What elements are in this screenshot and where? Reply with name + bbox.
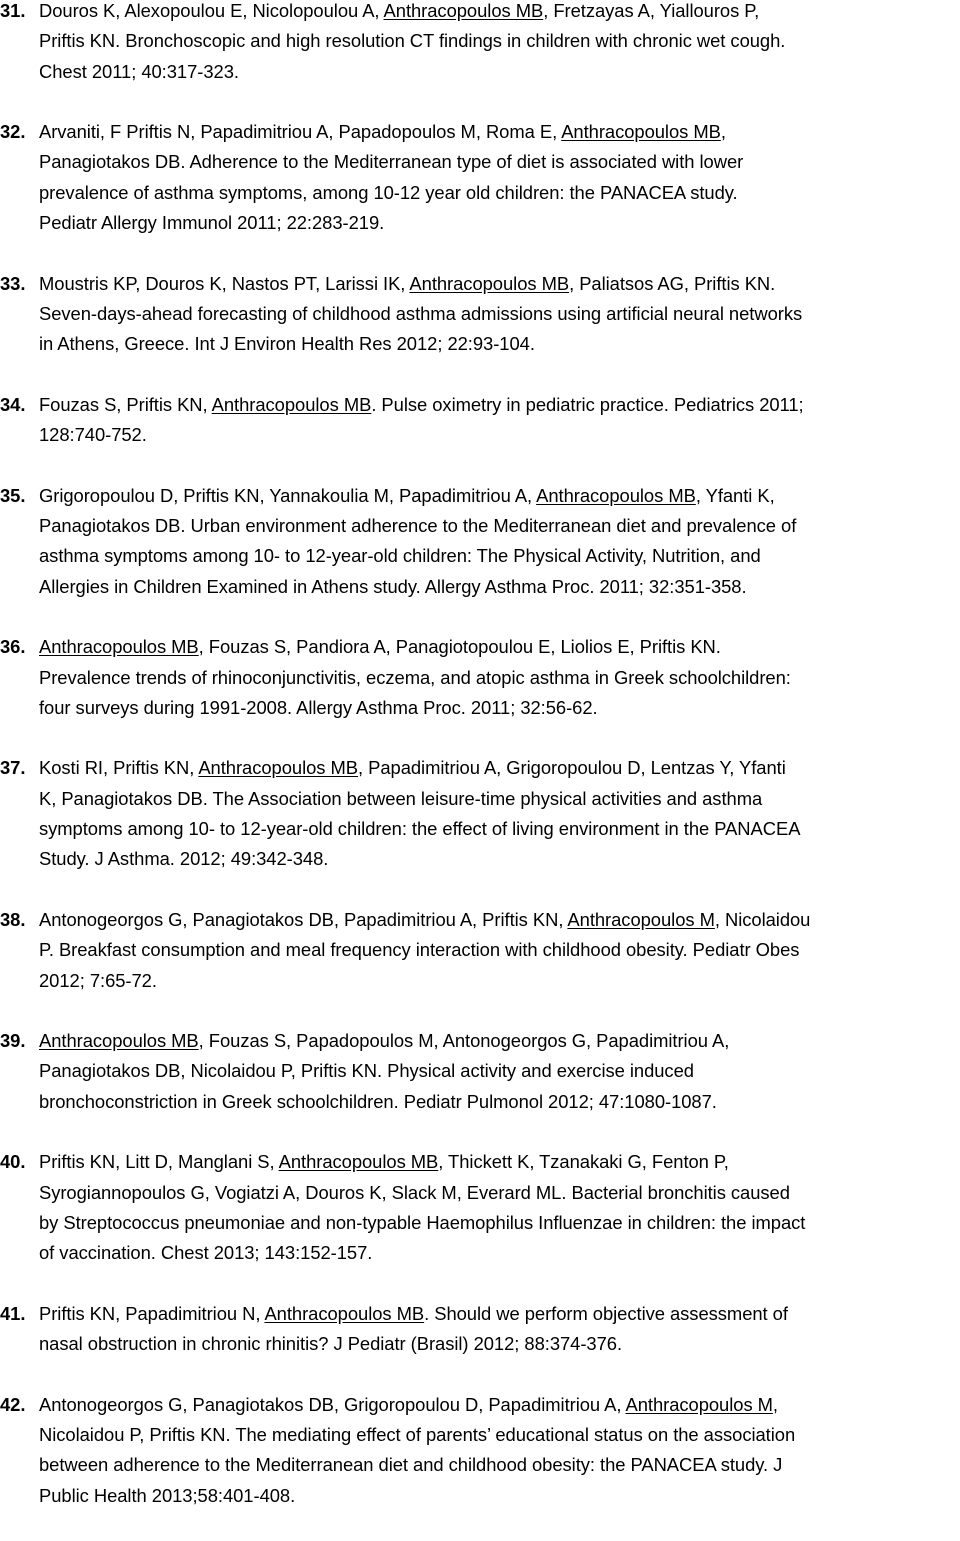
reference-text: Priftis KN. Bronchoscopic and high resolution CT findings in children with chronic wet cough. bbox=[39, 30, 786, 52]
reference-line bbox=[39, 1056, 960, 1086]
reference-number: 37. bbox=[0, 757, 26, 779]
reference-text: Panagiotakos DB. Adherence to the Mediterranean type of diet is associated with lower bbox=[39, 151, 744, 173]
reference-line bbox=[39, 693, 960, 723]
reference-text: Nicolaidou P, Priftis KN. The mediating effect of parents’ educational status on the association bbox=[39, 1423, 796, 1445]
underlined-author-name: Anthracopoulos MB bbox=[383, 0, 544, 21]
reference-line bbox=[39, 1420, 960, 1450]
reference-line bbox=[39, 57, 960, 87]
reference-text: of vaccination. Chest 2013; 143:152-157. bbox=[39, 1242, 373, 1264]
reference-text: prevalence of asthma symptoms, among 10-12 year old children: the PANACEA study. bbox=[39, 181, 738, 203]
reference-text: P. Breakfast consumption and meal frequency interaction with childhood obesity. Pediatr Obes bbox=[39, 939, 800, 961]
reference-item bbox=[0, 905, 960, 996]
reference-item bbox=[0, 753, 960, 874]
underlined-author-name: Anthracopoulos MB bbox=[211, 393, 372, 415]
reference-number: 40. bbox=[0, 1151, 26, 1173]
reference-text: , Fouzas S, Pandiora A, Panagiotopoulou E, Liolios E, Priftis KN. bbox=[198, 636, 721, 658]
reference-number: 38. bbox=[0, 908, 26, 930]
reference-text: asthma symptoms among 10- to 12-year-old children: The Physical Activity, Nutrition, and bbox=[39, 545, 761, 567]
reference-line bbox=[39, 1450, 960, 1480]
reference-number: 35. bbox=[0, 484, 26, 506]
reference-text: . Pulse oximetry in pediatric practice. Pediatrics 2011; bbox=[371, 393, 804, 415]
reference-item bbox=[0, 1299, 960, 1360]
reference-line bbox=[39, 753, 960, 783]
reference-line bbox=[39, 935, 960, 965]
reference-line bbox=[39, 1178, 960, 1208]
reference-text: Allergies in Children Examined in Athens study. Allergy Asthma Proc. 2011; 32:351-358. bbox=[39, 575, 747, 597]
reference-line bbox=[39, 178, 960, 208]
reference-item bbox=[0, 632, 960, 723]
reference-text: Seven-days-ahead forecasting of childhood asthma admissions using artificial neural networks bbox=[39, 302, 803, 324]
reference-text: Priftis KN, Litt D, Manglani S, bbox=[39, 1151, 279, 1173]
reference-line bbox=[39, 784, 960, 814]
reference-number: 31. bbox=[0, 0, 26, 21]
underlined-author-name: Anthracopoulos MB bbox=[264, 1302, 425, 1324]
underlined-author-name: Anthracopoulos MB bbox=[409, 272, 570, 294]
reference-text: nasal obstruction in chronic rhinitis? J Pediatr (Brasil) 2012; 88:374-376. bbox=[39, 1333, 623, 1355]
reference-line bbox=[39, 511, 960, 541]
reference-item bbox=[0, 1026, 960, 1117]
reference-line bbox=[39, 390, 960, 420]
reference-text: , Fretzayas A, Yiallouros P, bbox=[543, 0, 760, 21]
reference-line bbox=[39, 814, 960, 844]
reference-line bbox=[39, 1329, 960, 1359]
reference-text: Moustris KP, Douros K, Nastos PT, Larissi IK, bbox=[39, 272, 410, 294]
reference-line bbox=[39, 1299, 960, 1329]
reference-item bbox=[0, 390, 960, 451]
reference-text: , Thickett K, Tzanakaki G, Fenton P, bbox=[438, 1151, 729, 1173]
reference-text: Prevalence trends of rhinoconjunctivitis, eczema, and atopic asthma in Greek schoolchildren: bbox=[39, 666, 791, 688]
reference-text: Panagiotakos DB. Urban environment adherence to the Mediterranean diet and prevalence of bbox=[39, 515, 797, 537]
reference-text: bronchoconstriction in Greek schoolchildren. Pediatr Pulmonol 2012; 47:1080-1087. bbox=[39, 1090, 717, 1112]
underlined-author-name: Anthracopoulos MB bbox=[536, 484, 696, 506]
reference-text: by Streptococcus pneumoniae and non-typable Haemophilus Influenzae in children: the impact bbox=[39, 1211, 806, 1233]
reference-line bbox=[39, 541, 960, 571]
reference-text: , Nicolaidou bbox=[714, 908, 811, 930]
reference-text: Chest 2011; 40:317-323. bbox=[39, 60, 239, 82]
reference-line bbox=[39, 147, 960, 177]
reference-text: Antonogeorgos G, Panagiotakos DB, Papadimitriou A, Priftis KN, bbox=[39, 908, 568, 930]
reference-text: between adherence to the Mediterranean diet and childhood obesity: the PANACEA study. J bbox=[39, 1454, 783, 1476]
underlined-author-name: Anthracopoulos MB bbox=[561, 121, 721, 143]
reference-text: , Paliatsos AG, Priftis KN. bbox=[569, 272, 776, 294]
reference-item bbox=[0, 1147, 960, 1268]
reference-number: 39. bbox=[0, 1030, 26, 1052]
reference-text: K, Panagiotakos DB. The Association between leisure-time physical activities and asthma bbox=[39, 787, 763, 809]
reference-text: , Papadimitriou A, Grigoropoulou D, Lentzas Y, Yfanti bbox=[358, 757, 786, 779]
reference-text: Antonogeorgos G, Panagiotakos DB, Grigoropoulou D, Papadimitriou A, bbox=[39, 1393, 626, 1415]
underlined-author-name: Anthracopoulos MB bbox=[278, 1151, 439, 1173]
reference-text: , Fouzas S, Papadopoulos M, Antonogeorgos G, Papadimitriou A, bbox=[198, 1030, 730, 1052]
reference-line bbox=[39, 844, 960, 874]
reference-text: Syrogiannopoulos G, Vogiatzi A, Douros K, Slack M, Everard ML. Bacterial bronchitis caused bbox=[39, 1181, 790, 1203]
underlined-author-name: Anthracopoulos M bbox=[567, 908, 715, 930]
reference-number: 34. bbox=[0, 393, 26, 415]
reference-line bbox=[39, 299, 960, 329]
reference-line bbox=[39, 632, 960, 662]
reference-text: Grigoropoulou D, Priftis KN, Yannakoulia M, Papadimitriou A, bbox=[39, 484, 537, 506]
reference-text: Fouzas S, Priftis KN, bbox=[39, 393, 212, 415]
reference-item bbox=[0, 269, 960, 360]
reference-item bbox=[0, 1390, 960, 1511]
reference-line bbox=[39, 1481, 960, 1511]
reference-number: 42. bbox=[0, 1393, 26, 1415]
reference-item bbox=[0, 0, 960, 87]
reference-line bbox=[39, 1390, 960, 1420]
underlined-author-name: Anthracopoulos MB bbox=[39, 1030, 199, 1052]
reference-text: symptoms among 10- to 12-year-old children: the effect of living environment in the PANACEA bbox=[39, 818, 801, 840]
reference-line bbox=[39, 1208, 960, 1238]
underlined-author-name: Anthracopoulos MB bbox=[39, 636, 199, 658]
reference-text: , Yfanti K, bbox=[695, 484, 775, 506]
reference-line bbox=[39, 966, 960, 996]
reference-line bbox=[39, 117, 960, 147]
reference-line bbox=[39, 329, 960, 359]
reference-number: 36. bbox=[0, 636, 26, 658]
reference-text: in Athens, Greece. Int J Environ Health Res 2012; 22:93-104. bbox=[39, 333, 535, 355]
reference-text: Douros K, Alexopoulou E, Nicolopoulou A, bbox=[39, 0, 384, 21]
reference-text: . Should we perform objective assessment of bbox=[424, 1302, 788, 1324]
reference-text: four surveys during 1991-2008. Allergy Asthma Proc. 2011; 32:56-62. bbox=[39, 696, 598, 718]
reference-text: Study. J Asthma. 2012; 49:342-348. bbox=[39, 848, 329, 870]
reference-line bbox=[39, 572, 960, 602]
reference-number: 41. bbox=[0, 1302, 26, 1324]
reference-line bbox=[39, 420, 960, 450]
underlined-author-name: Anthracopoulos M bbox=[625, 1393, 773, 1415]
reference-line bbox=[39, 905, 960, 935]
reference-item bbox=[0, 481, 960, 602]
reference-line bbox=[39, 208, 960, 238]
reference-text: Arvaniti, F Priftis N, Papadimitriou A, Papadopoulos M, Roma E, bbox=[39, 121, 562, 143]
reference-text: Kosti RI, Priftis KN, bbox=[39, 757, 199, 779]
reference-text: , bbox=[772, 1393, 778, 1415]
reference-line bbox=[39, 1087, 960, 1117]
reference-line bbox=[39, 1026, 960, 1056]
reference-line bbox=[39, 481, 960, 511]
underlined-author-name: Anthracopoulos MB bbox=[198, 757, 358, 779]
reference-text: Panagiotakos DB, Nicolaidou P, Priftis KN. Physical activity and exercise induced bbox=[39, 1060, 694, 1082]
reference-line bbox=[39, 1147, 960, 1177]
reference-line bbox=[39, 663, 960, 693]
reference-text: 128:740-752. bbox=[39, 424, 147, 446]
reference-line bbox=[39, 0, 960, 26]
reference-text: , bbox=[720, 121, 726, 143]
reference-line bbox=[39, 1238, 960, 1268]
reference-text: Pediatr Allergy Immunol 2011; 22:283-219. bbox=[39, 212, 385, 234]
reference-line bbox=[39, 269, 960, 299]
reference-line bbox=[39, 26, 960, 56]
reference-number: 32. bbox=[0, 121, 26, 143]
reference-number: 33. bbox=[0, 272, 26, 294]
reference-item bbox=[0, 117, 960, 238]
reference-text: Priftis KN, Papadimitriou N, bbox=[39, 1302, 265, 1324]
reference-text: Public Health 2013;58:401-408. bbox=[39, 1484, 296, 1506]
reference-text: 2012; 7:65-72. bbox=[39, 969, 157, 991]
